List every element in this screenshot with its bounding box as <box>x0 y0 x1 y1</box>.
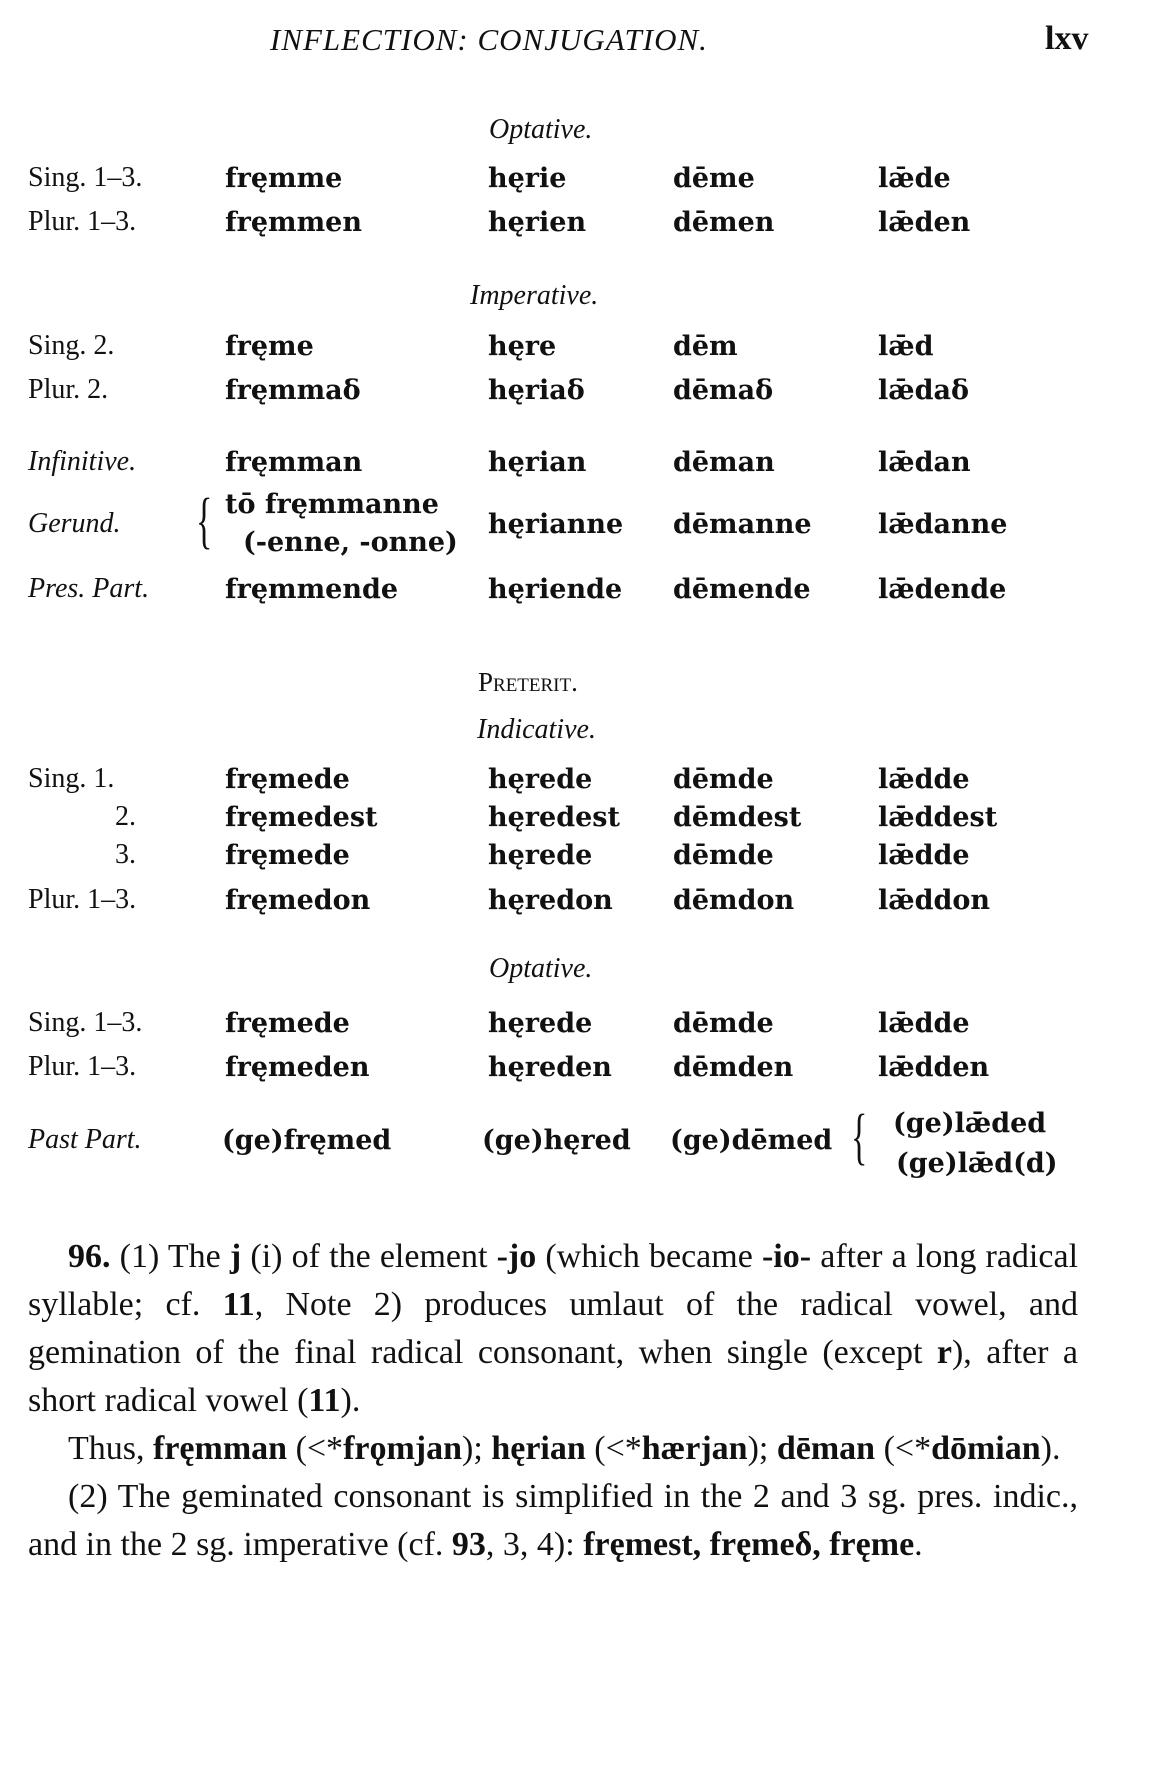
form-cell: fręmedon <box>225 885 371 916</box>
form-cell: lǣden <box>878 207 971 238</box>
form-cell: dēmaδ <box>673 375 774 406</box>
form-cell: hęrianne <box>488 509 624 540</box>
brace-icon: { <box>851 1103 868 1171</box>
form-cell: dēmende <box>673 574 811 605</box>
bold-term: dōmian <box>931 1430 1041 1467</box>
form-cell: lǣdde <box>878 840 970 871</box>
row-label: Plur. 1–3. <box>28 206 137 237</box>
bold-term: r <box>936 1334 952 1371</box>
row-label: Sing. 2. <box>28 330 115 361</box>
row-label: Plur. 1–3. <box>28 1051 137 1082</box>
form-cell: fręmede <box>225 1008 350 1039</box>
text: (<* <box>287 1430 344 1467</box>
text: Thus, <box>68 1430 153 1467</box>
form-cell: dēmanne <box>673 509 812 540</box>
form-cell: hęre <box>488 331 557 362</box>
form-cell: hęrede <box>488 1008 593 1039</box>
text: , Note 2) produces umlaut of the radical vowel, and gemination of the final radical consonant, when single (except <box>28 1286 1078 1371</box>
paragraph-96-part-1 <box>28 1233 1078 1425</box>
form-cell: (ge)dēmed <box>670 1125 833 1156</box>
form-cell: hęrien <box>488 207 587 238</box>
bold-term: hęrian <box>491 1430 586 1467</box>
form-cell: hęriende <box>488 574 623 605</box>
text: ); <box>747 1430 777 1467</box>
form-cell: lǣdde <box>878 764 970 795</box>
row-label: Infinitive. <box>28 446 137 477</box>
bold-term: hærjan <box>641 1430 748 1467</box>
paragraph-96-part-2 <box>28 1473 1078 1569</box>
form-cell: dēmde <box>673 764 774 795</box>
form-cell: fręmmen <box>225 207 362 238</box>
text: ). <box>1040 1430 1061 1467</box>
form-cell: fręmmende <box>225 574 399 605</box>
running-head: INFLECTION: CONJUGATION. <box>270 22 708 57</box>
row-label: Plur. 1–3. <box>28 884 137 915</box>
text: (1) The <box>110 1238 230 1275</box>
section-heading-optative: Optative. <box>489 114 593 145</box>
form-cell: dēman <box>673 447 775 478</box>
paragraph-96 <box>28 1233 1078 1569</box>
row-label: Pres. Part. <box>28 573 150 604</box>
form-cell: lǣdan <box>878 447 971 478</box>
form-cell: hęrian <box>488 447 587 478</box>
form-cell: hęriaδ <box>488 375 585 406</box>
form-cell: dēmen <box>673 207 775 238</box>
form-cell: dēm <box>673 331 738 362</box>
text: (<* <box>875 1430 932 1467</box>
text: ), after a short radical vowel ( <box>28 1334 1079 1419</box>
form-cell: lǣde <box>878 163 951 194</box>
form-cell: lǣdde <box>878 1008 970 1039</box>
form-cell: tō fręmmanne <box>225 489 439 520</box>
form-cell: fręmmaδ <box>225 375 361 406</box>
form-cell: dēme <box>673 163 755 194</box>
text: ). <box>340 1382 361 1419</box>
row-label: Plur. 2. <box>28 374 109 405</box>
text: ); <box>462 1430 492 1467</box>
section-heading-imperative: Imperative. <box>470 280 599 311</box>
form-cell: lǣddest <box>878 802 998 833</box>
section-number: 96. <box>68 1238 111 1275</box>
bold-term: fręmman <box>153 1430 288 1467</box>
form-cell-variant: (-enne, -onne) <box>243 527 458 558</box>
form-cell: hęredon <box>488 885 613 916</box>
text: , 3, 4): <box>485 1526 584 1563</box>
section-heading-optative: Optative. <box>489 953 593 984</box>
form-cell: lǣddon <box>878 885 990 916</box>
brace-icon: { <box>196 487 213 555</box>
paragraph-96-examples <box>28 1425 1078 1473</box>
form-cell: fręmme <box>225 163 343 194</box>
row-label: 2. <box>115 801 136 832</box>
form-cell: hęrede <box>488 764 593 795</box>
form-cell: dēmden <box>673 1052 794 1083</box>
form-cell: hęreden <box>488 1052 612 1083</box>
row-label: Sing. 1–3. <box>28 162 143 193</box>
bold-term: dēman <box>776 1430 876 1467</box>
text: (<* <box>585 1430 642 1467</box>
form-cell: dēmdest <box>673 802 802 833</box>
form-cell: lǣdanne <box>878 509 1008 540</box>
text: (which became <box>536 1238 762 1275</box>
text: (2) The geminated consonant is simplified in the 2 and 3 sg. pres. indic., and in the 2 sg. imperative (cf. <box>28 1478 1078 1563</box>
page-number: lxv <box>1045 20 1089 57</box>
form-cell: fręmeden <box>225 1052 370 1083</box>
form-cell: dēmdon <box>673 885 795 916</box>
cross-reference: 93 <box>451 1526 486 1563</box>
form-cell: (ge)fręmed <box>222 1125 392 1156</box>
cross-reference: 11 <box>308 1382 341 1419</box>
form-cell: hęrie <box>488 163 567 194</box>
bold-term: fręmest, fręmeδ, fręme <box>583 1526 915 1563</box>
bold-term: frǫmjan <box>343 1430 463 1467</box>
row-label: Past Part. <box>28 1124 142 1155</box>
form-cell: fręmedest <box>225 802 378 833</box>
form-cell: lǣdende <box>878 574 1007 605</box>
form-cell: hęredest <box>488 802 620 833</box>
form-cell: fręmede <box>225 840 350 871</box>
row-label: Sing. 1. <box>28 763 115 794</box>
text: after a long radical syllable; cf. <box>28 1238 1079 1323</box>
bold-term: j <box>229 1238 242 1275</box>
form-cell: dēmde <box>673 840 774 871</box>
section-heading-indicative: Indicative. <box>477 714 596 745</box>
bold-term: -io- <box>761 1238 812 1275</box>
form-cell: fręme <box>225 331 314 362</box>
cross-reference: 11 <box>222 1286 255 1323</box>
form-cell: fręmman <box>225 447 363 478</box>
text: (i) of the element <box>241 1238 497 1275</box>
text: . <box>914 1526 923 1563</box>
row-label: 3. <box>115 839 136 870</box>
form-cell-variant: (ge)lǣd(d) <box>896 1148 1058 1179</box>
form-cell: fręmede <box>225 764 350 795</box>
form-cell: lǣd <box>878 331 934 362</box>
bold-term: -jo <box>496 1238 537 1275</box>
form-cell: hęrede <box>488 840 593 871</box>
form-cell: (ge)hęred <box>482 1125 631 1156</box>
section-heading-preterit: Preterit. <box>478 667 578 697</box>
form-cell: lǣdden <box>878 1052 990 1083</box>
row-label: Gerund. <box>28 508 121 539</box>
form-cell: lǣdaδ <box>878 375 969 406</box>
form-cell: (ge)lǣded <box>893 1108 1047 1139</box>
row-label: Sing. 1–3. <box>28 1007 143 1038</box>
form-cell: dēmde <box>673 1008 774 1039</box>
